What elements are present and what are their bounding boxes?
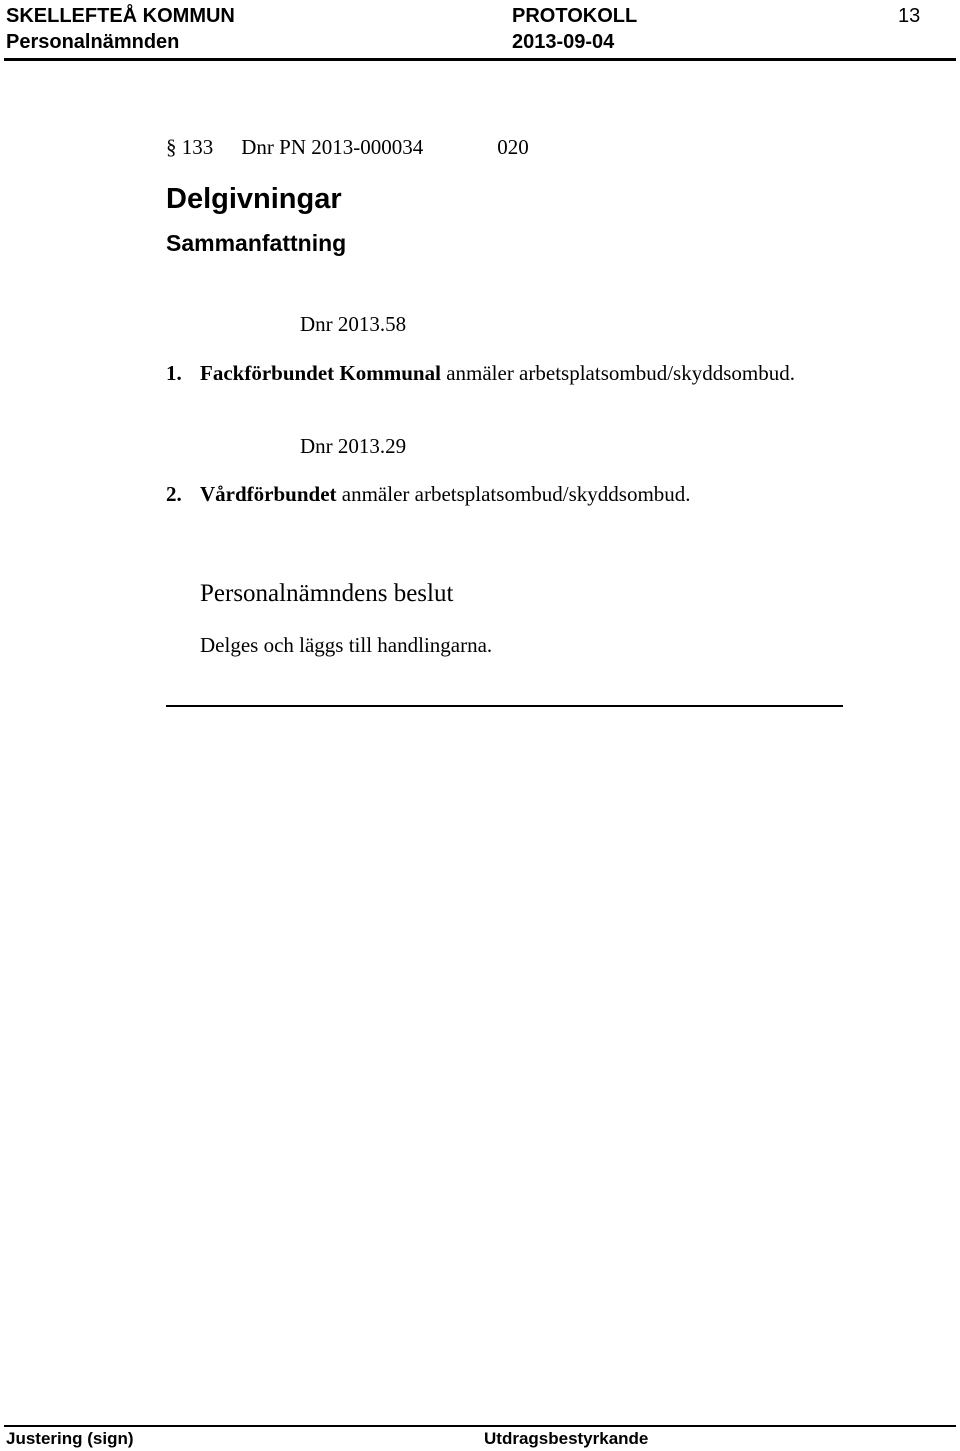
- item-case-number: Dnr 2013.29: [300, 434, 407, 458]
- decision-text: Delges och läggs till handlingarna.: [200, 633, 493, 657]
- archive-code: 020: [497, 135, 529, 159]
- extract-certification-label: Utdragsbestyrkande: [484, 1429, 649, 1448]
- page-number: 13: [898, 5, 921, 27]
- section-end-divider: [166, 705, 843, 707]
- list-item: [166, 361, 795, 386]
- item-number: 1.: [166, 361, 182, 385]
- section-symbol: §: [166, 135, 177, 159]
- item-number: 2.: [166, 482, 182, 506]
- signature-label: Justering (sign): [6, 1429, 134, 1448]
- item-case-number: Dnr 2013.58: [300, 312, 407, 336]
- section-heading: Sammanfattning: [166, 230, 347, 256]
- board-name: Personalnämnden: [6, 31, 180, 53]
- footer-divider: [4, 1425, 956, 1427]
- decision-heading: Personalnämndens beslut: [200, 580, 454, 607]
- meeting-date: 2013-09-04: [512, 31, 615, 53]
- item-sender: Vårdförbundet: [200, 482, 337, 506]
- paragraph-number: 133: [181, 135, 214, 159]
- item-sender: Fackförbundet Kommunal: [200, 361, 441, 385]
- paragraph-reference: [166, 135, 529, 160]
- page-title: Delgivningar: [166, 183, 342, 215]
- document-type: PROTOKOLL: [512, 5, 638, 27]
- item-text: anmäler arbetsplatsombud/skyddsombud.: [336, 482, 691, 506]
- list-item: [166, 482, 691, 507]
- item-text: anmäler arbetsplatsombud/skyddsombud.: [440, 361, 795, 385]
- organization-name: SKELLEFTEÅ KOMMUN: [6, 5, 235, 27]
- case-number: Dnr PN 2013-000034: [241, 135, 424, 159]
- header-divider: [4, 58, 956, 61]
